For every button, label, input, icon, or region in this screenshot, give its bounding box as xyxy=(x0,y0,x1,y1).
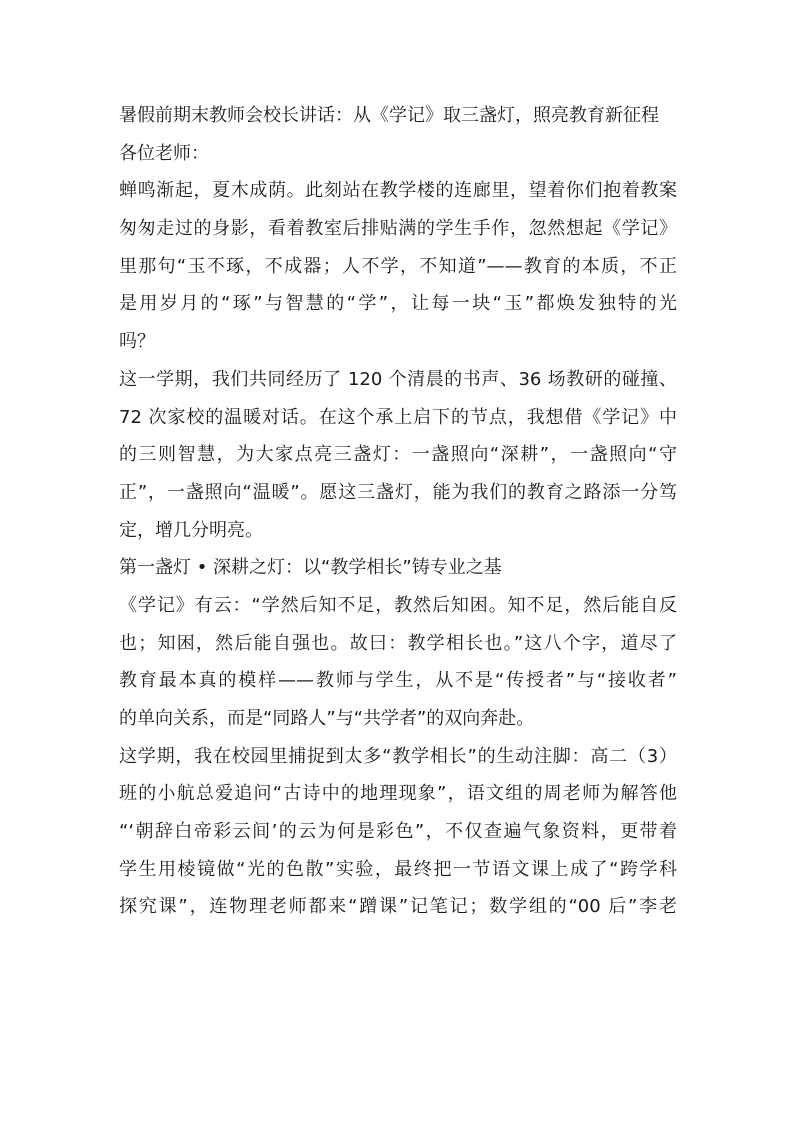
document-title: 暑假前期末教师会校长讲话：从《学记》取三盏灯，照亮教育新征程 xyxy=(119,105,659,126)
paragraph-line: 的单向关系，而是“同路人”与“共学者”的双向奔赴。 xyxy=(119,708,535,730)
paragraph-line: 《学记》有云：“学然后知不足，教然后知困。知不足，然后能自反 xyxy=(119,594,677,616)
paragraph-line: 定，增几分明亮。 xyxy=(119,519,263,541)
paragraph-line: 班的小航总爱追问“古诗中的地理现象”，语文组的周老师为解答他 xyxy=(119,783,677,805)
paragraph-line: 这一学期，我们共同经历了 120 个清晨的书声、36 场教研的碰撞、 xyxy=(119,368,677,390)
paragraph-line: 72 次家校的温暖对话。在这个承上启下的节点，我想借《学记》中 xyxy=(119,406,677,428)
paragraph-line: 匆匆走过的身影，看着教室后排贴满的学生手作，忽然想起《学记》 xyxy=(119,218,677,240)
paragraph-line: 这学期，我在校园里捕捉到太多“教学相长”的生动注脚：高二（3） xyxy=(119,745,677,767)
paragraph-line: 吗？ xyxy=(119,331,155,353)
paragraph-line: 是用岁月的“琢”与智慧的“学”，让每一块“玉”都焕发独特的光 xyxy=(119,293,677,315)
section-heading: 第一盏灯 • 深耕之灯：以“教学相长”铸专业之基 xyxy=(119,557,502,579)
paragraph-semester xyxy=(119,361,677,549)
paragraph-line: 蝉鸣渐起，夏木成荫。此刻站在教学楼的连廊里，望着你们抱着教案 xyxy=(119,180,677,202)
paragraph-xueji-quote xyxy=(119,587,677,738)
document-page xyxy=(119,97,677,926)
paragraph-line: 的三则智慧，为大家点亮三盏灯：一盏照向“深耕”，一盏照向“守 xyxy=(119,444,677,466)
paragraph-line: 学生用棱镜做“光的色散”实验，最终把一节语文课上成了“跨学科 xyxy=(119,858,677,880)
paragraph-line: 教育最本真的模样——教师与学生，从不是“传授者”与“接收者” xyxy=(119,670,677,692)
paragraph-intro xyxy=(119,172,677,360)
paragraph-campus-examples xyxy=(119,738,677,926)
paragraph-line: “‘朝辞白帝彩云间’的云为何是彩色”，不仅查遍气象资料，更带着 xyxy=(119,821,677,843)
greeting: 各位老师： xyxy=(119,142,209,164)
paragraph-line: 探究课”，连物理老师都来“蹭课”记笔记；数学组的“00 后”李老 xyxy=(119,896,677,918)
paragraph-line: 也；知困，然后能自强也。故曰：教学相长也。”这八个字，道尽了 xyxy=(119,632,677,654)
paragraph-line: 里那句“玉不琢，不成器；人不学，不知道”——教育的本质，不正 xyxy=(119,255,677,277)
paragraph-line: 正”，一盏照向“温暖”。愿这三盏灯，能为我们的教育之路添一分笃 xyxy=(119,481,677,503)
